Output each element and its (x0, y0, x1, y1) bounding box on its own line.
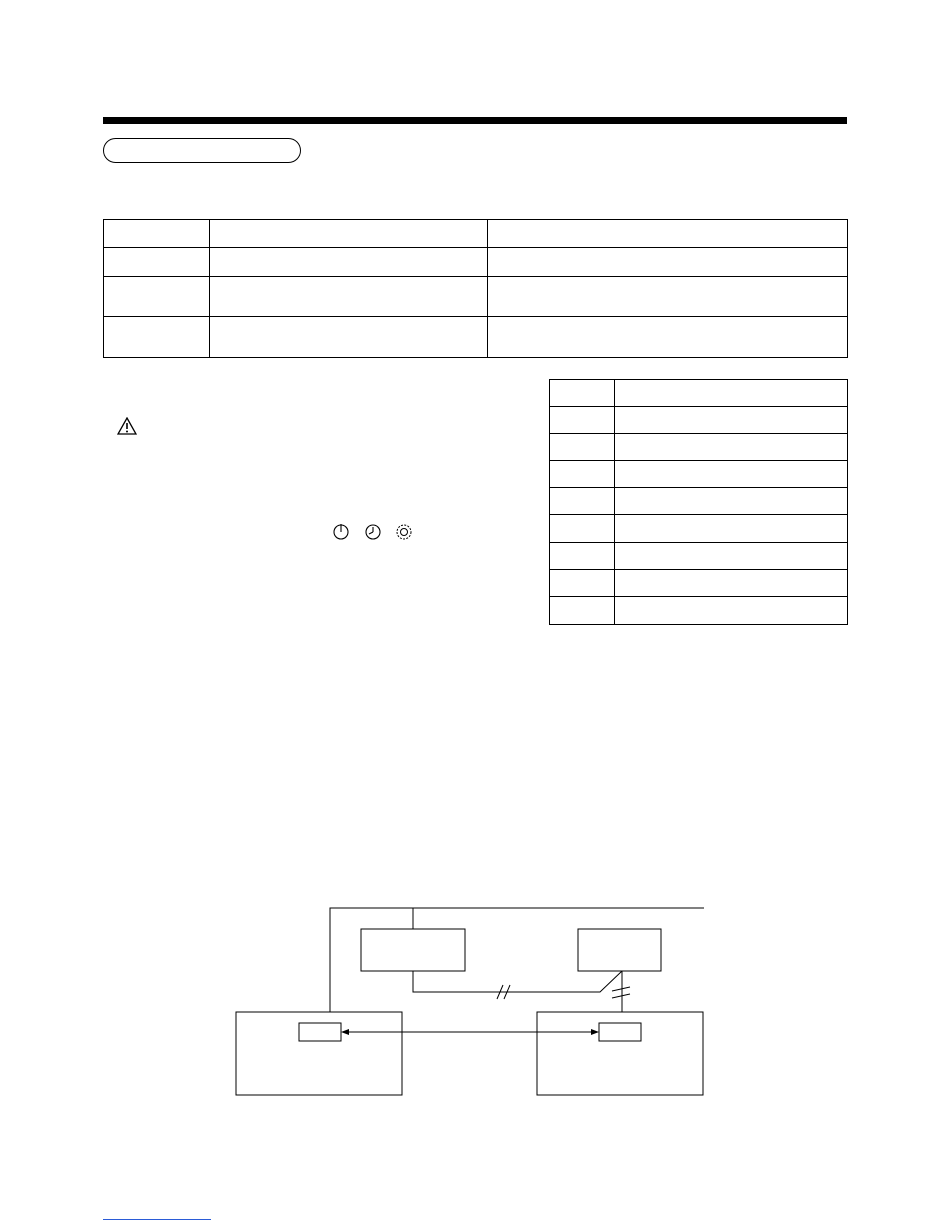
table-cell (550, 461, 615, 488)
table-cell (210, 220, 488, 248)
table-cell (488, 277, 848, 317)
table-row (104, 277, 848, 317)
table-cell (550, 488, 615, 515)
table-row (550, 570, 848, 597)
table-cell (550, 515, 615, 543)
indoor-unit-box (236, 1012, 402, 1095)
table-cell (615, 434, 848, 461)
outdoor-unit-box (537, 1012, 703, 1095)
table-cell (615, 570, 848, 597)
table-cell (550, 570, 615, 597)
table-row (550, 380, 848, 407)
table-cell (104, 277, 210, 317)
table-cell (615, 488, 848, 515)
table-cell (488, 317, 848, 358)
section-label (103, 138, 301, 163)
table-row (550, 543, 848, 570)
table-row (550, 515, 848, 543)
bottom-link[interactable] (103, 1219, 211, 1220)
table-cell (615, 515, 848, 543)
table-cell (104, 220, 210, 248)
table-cell (615, 543, 848, 570)
control-wire (413, 971, 622, 992)
sun-icon (397, 525, 411, 539)
mode-icons (333, 521, 413, 543)
indoor-board (299, 1023, 341, 1041)
upper-left-box (361, 929, 465, 971)
clock-icon (366, 525, 380, 539)
table-cell (550, 434, 615, 461)
power-line (330, 908, 704, 1012)
table-cell (550, 407, 615, 434)
table-row (550, 461, 848, 488)
table-cell (615, 380, 848, 407)
table-cell (550, 543, 615, 570)
arrow-left (341, 1029, 349, 1035)
table-cell (488, 248, 848, 277)
spec-table (103, 219, 848, 358)
upper-right-box (578, 929, 661, 971)
table-cell (210, 248, 488, 277)
table-cell (615, 407, 848, 434)
arrow-right (591, 1029, 599, 1035)
table-cell (615, 597, 848, 625)
table-row (550, 597, 848, 625)
table-row (104, 317, 848, 358)
code-table (549, 379, 848, 625)
table-cell (550, 597, 615, 625)
table-row (104, 248, 848, 277)
power-icon (334, 524, 348, 539)
outdoor-board (599, 1023, 641, 1041)
table-cell (550, 380, 615, 407)
table-cell (615, 461, 848, 488)
table-row (550, 407, 848, 434)
top-rule (103, 117, 847, 124)
warning-triangle-icon (117, 417, 137, 435)
table-cell (488, 220, 848, 248)
table-row (550, 488, 848, 515)
table-cell (104, 248, 210, 277)
table-row (104, 220, 848, 248)
table-cell (210, 317, 488, 358)
table-cell (104, 317, 210, 358)
wiring-diagram (230, 900, 710, 1100)
table-cell (210, 277, 488, 317)
table-row (550, 434, 848, 461)
